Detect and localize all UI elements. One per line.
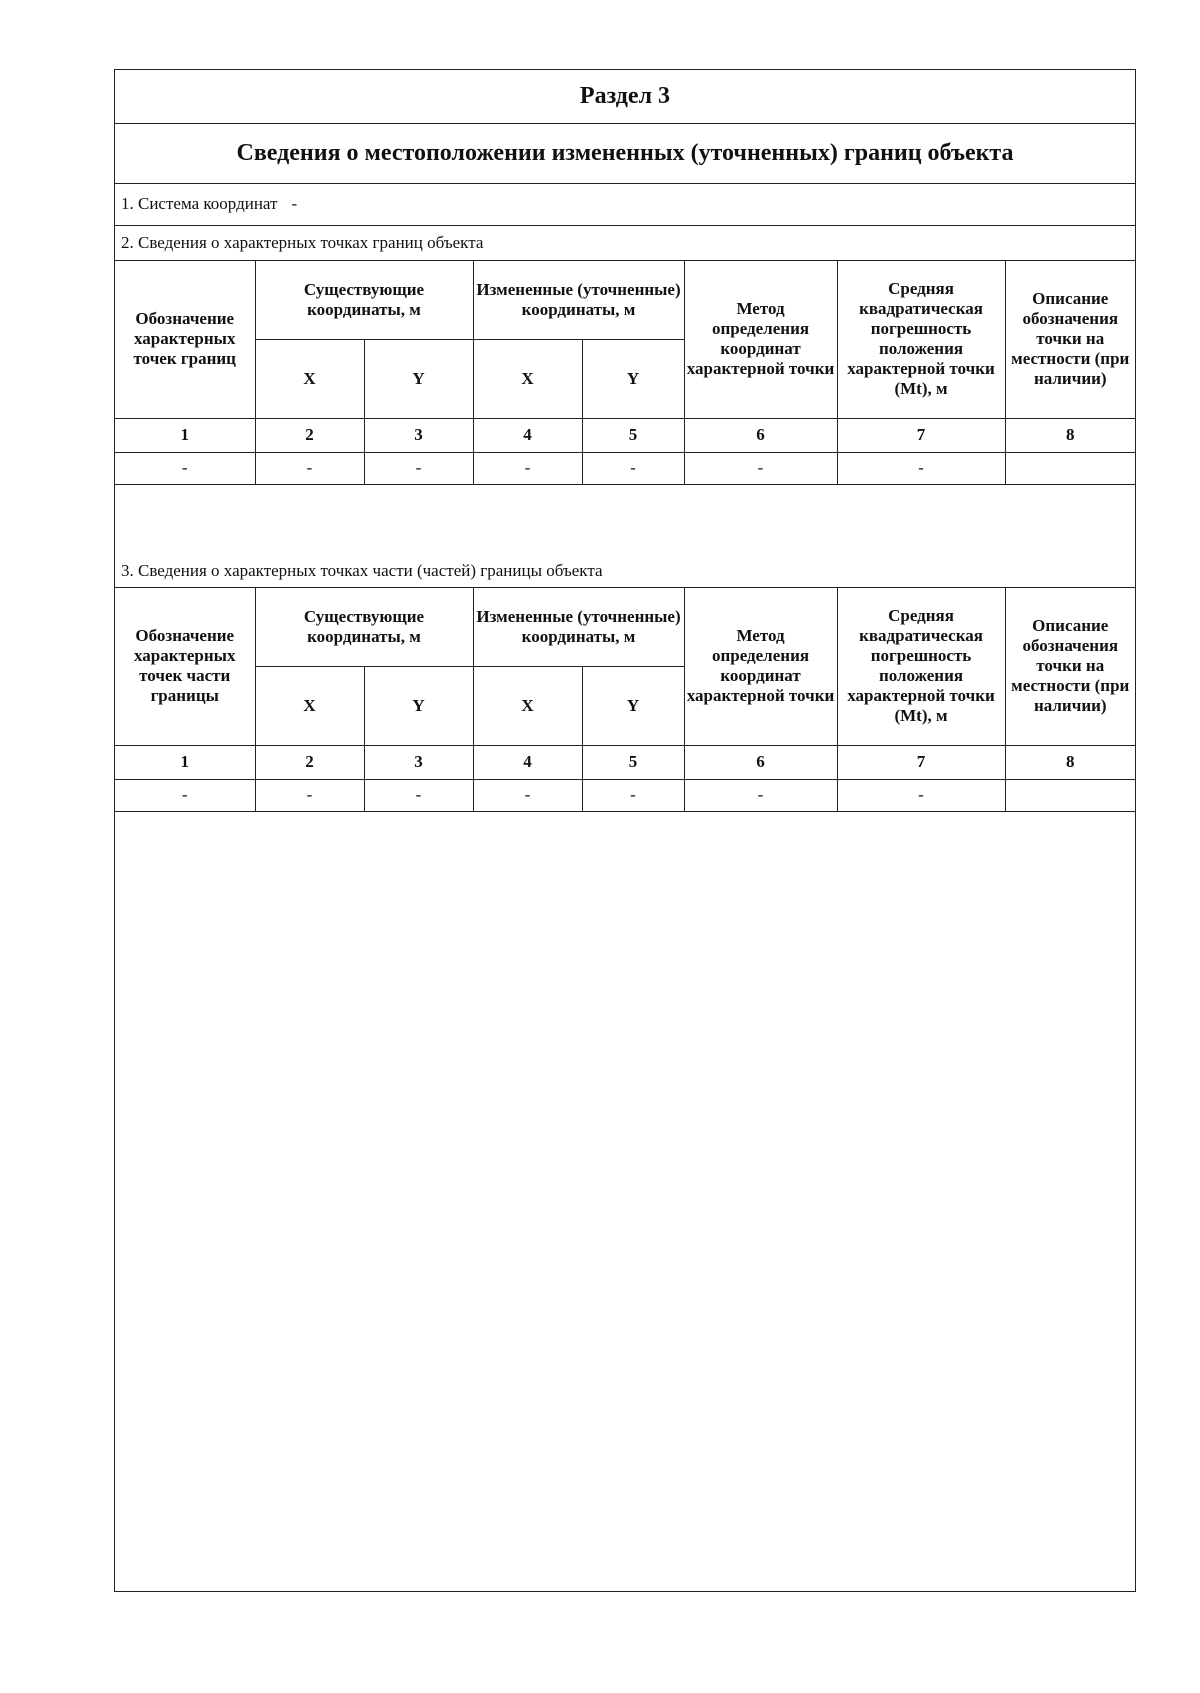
column-number: 1 [115, 418, 255, 452]
table-row [115, 452, 1135, 484]
header-existing-coords: Существующие координаты, м [255, 588, 473, 666]
header-description: Описание обозначения точки на местности (при наличии) [1005, 261, 1135, 418]
column-number: 2 [255, 418, 364, 452]
header-method: Метод определения координат характерной точки [684, 261, 837, 418]
table-cell: - [364, 452, 473, 484]
section-title: Раздел 3 [115, 70, 1135, 124]
table-cell: - [255, 779, 364, 811]
table-cell: - [473, 452, 582, 484]
column-number: 6 [684, 418, 837, 452]
table-cell: - [255, 452, 364, 484]
header-changed-x: X [473, 666, 582, 745]
table-cell: - [837, 452, 1005, 484]
column-number: 5 [582, 745, 684, 779]
header-existing-x: X [255, 666, 364, 745]
coordinate-system-value: - [291, 194, 298, 213]
boundary-part-points-table [115, 588, 1135, 812]
column-number: 4 [473, 418, 582, 452]
table-cell: - [684, 452, 837, 484]
header-error: Средняя квадратическая погрешность положения характерной точки (Mt), м [837, 588, 1005, 745]
table-cell: - [837, 779, 1005, 811]
table-cell: - [115, 452, 255, 484]
table-cell [1005, 452, 1135, 484]
header-changed-y: Y [582, 339, 684, 418]
column-number: 4 [473, 745, 582, 779]
column-number: 3 [364, 418, 473, 452]
table2-caption: 3. Сведения о характерных точках части (частей) границы объекта [115, 554, 1135, 588]
document-frame [114, 69, 1136, 1592]
header-changed-coords: Измененные (уточненные) координаты, м [473, 588, 684, 666]
column-number: 7 [837, 418, 1005, 452]
header-changed-coords: Измененные (уточненные) координаты, м [473, 261, 684, 339]
header-error: Средняя квадратическая погрешность положения характерной точки (Mt), м [837, 261, 1005, 418]
table-cell: - [582, 452, 684, 484]
header-existing-y: Y [364, 666, 473, 745]
column-number: 7 [837, 745, 1005, 779]
column-numbers-row [115, 745, 1135, 779]
column-number: 8 [1005, 745, 1135, 779]
table-cell: - [473, 779, 582, 811]
header-designation: Обозначение характерных точек границ [115, 261, 255, 418]
header-existing-x: X [255, 339, 364, 418]
header-description: Описание обозначения точки на местности (при наличии) [1005, 588, 1135, 745]
column-numbers-row [115, 418, 1135, 452]
header-method: Метод определения координат характерной точки [684, 588, 837, 745]
column-number: 5 [582, 418, 684, 452]
coordinate-system-row [115, 183, 1135, 226]
column-number: 3 [364, 745, 473, 779]
column-number: 6 [684, 745, 837, 779]
table1-caption: 2. Сведения о характерных точках границ объекта [115, 226, 1135, 261]
header-changed-x: X [473, 339, 582, 418]
page-title: Сведения о местоположении измененных (уточненных) границ объекта [115, 123, 1135, 184]
table-row [115, 779, 1135, 811]
header-existing-coords: Существующие координаты, м [255, 261, 473, 339]
header-designation: Обозначение характерных точек части границы [115, 588, 255, 745]
column-number: 1 [115, 745, 255, 779]
table-cell [1005, 779, 1135, 811]
table-cell: - [582, 779, 684, 811]
column-number: 2 [255, 745, 364, 779]
table-cell: - [115, 779, 255, 811]
header-changed-y: Y [582, 666, 684, 745]
header-existing-y: Y [364, 339, 473, 418]
column-number: 8 [1005, 418, 1135, 452]
table-cell: - [684, 779, 837, 811]
coordinate-system-label: 1. Система координат [121, 194, 278, 213]
table-cell: - [364, 779, 473, 811]
boundary-points-table [115, 261, 1135, 485]
